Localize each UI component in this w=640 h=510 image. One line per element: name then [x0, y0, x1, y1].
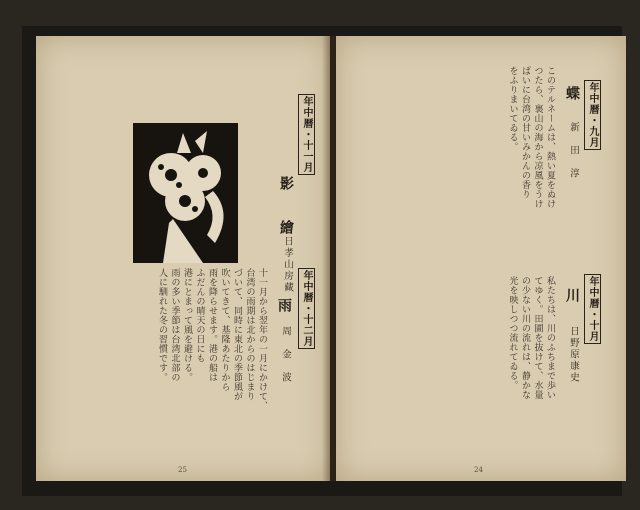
essay-line: つたら、裏山の海から凉風をうけ [532, 66, 543, 209]
essay-line: の少ない川の流れは、静かな [520, 276, 530, 400]
woodcut-title: 影 繪 [278, 176, 294, 242]
essay-title-butterfly: 蝶 [564, 86, 580, 108]
essay-line: このテルネームは、熱い夏をぬけ [545, 66, 555, 209]
essay-line: 雨の多い季節は台湾北部の [169, 268, 180, 382]
essay-line: 私たちは、川のふちまで歩い [545, 276, 555, 400]
section-header-october: 年中暦・十月 [584, 274, 601, 344]
page-number-left: 25 [178, 466, 187, 474]
essay-line: 光を映しつつ流れてゐる。 [507, 276, 518, 390]
essay-line: てゆく。田圃を抜けて、水量 [532, 276, 543, 400]
woodcut-credit: 日孝山房藏 [282, 236, 293, 294]
page-number-right: 24 [474, 466, 483, 474]
essay-author-december: 周 金 波 [280, 326, 291, 384]
left-page [36, 36, 330, 481]
essay-body-december [56, 268, 268, 468]
essay-line: 雨を降らせます。港の船は [207, 268, 217, 382]
woodcut-illustration [133, 123, 238, 263]
essay-body-september [346, 66, 556, 261]
essay-line: ぱいに台湾の甘いみかんの香り [520, 66, 530, 199]
book-spread [22, 26, 622, 496]
essay-line: 港にとまって風を避ける。 [182, 268, 192, 382]
essay-line: 台湾の雨期は北からのはじまり [244, 268, 255, 401]
essay-title-rain: 雨 [276, 298, 292, 320]
essay-author-september: 新 田 淳 [568, 122, 579, 180]
section-header-september: 年中暦・九月 [584, 80, 601, 150]
essay-line: をふりまいてゐる。 [507, 66, 518, 152]
essay-line: 人に馴れた冬の習慣です。 [157, 268, 167, 382]
essay-line: 吹いてきて、基隆あたりから [219, 268, 230, 392]
section-header-november: 年中暦・十一月 [298, 94, 315, 175]
flower-woodcut-icon [133, 123, 238, 263]
right-page [336, 36, 626, 481]
essay-title-river: 川 [564, 288, 580, 310]
essay-line: づいて、同時に東北の季節風が [232, 268, 242, 401]
essay-body-october [346, 276, 556, 461]
section-header-december: 年中暦・十二月 [298, 268, 315, 349]
essay-line: 十一月から翌年の一月にかけて、 [257, 268, 267, 411]
essay-line: ふだんの晴天の日にも [194, 268, 205, 363]
essay-author-october: 日野原康史 [568, 326, 579, 384]
